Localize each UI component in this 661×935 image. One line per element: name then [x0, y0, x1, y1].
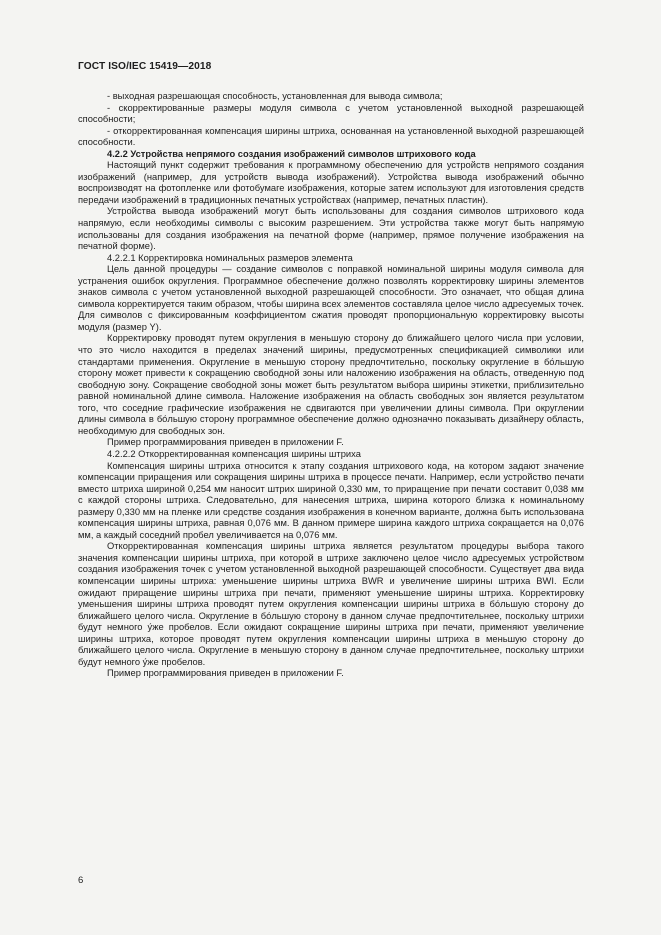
list-item-bar-width-compensation: - откорректированная компенсация ширины штриха, основанная на установленной выходной разрешающей способности.: [78, 125, 584, 148]
document-header: ГОСТ ISO/IEC 15419—2018: [78, 61, 212, 72]
section-heading-4-2-2: 4.2.2 Устройства непрямого создания изображений символов штрихового кода: [107, 148, 476, 159]
subsection-heading-4-2-2-2: 4.2.2.2 Откорректированная компенсация ширины штриха: [107, 448, 361, 459]
page-number: 6: [78, 875, 84, 886]
subsection-heading-4-2-2-1: 4.2.2.1 Корректировка номинальных размеров элемента: [107, 252, 353, 263]
paragraph-imagesetters: Устройства вывода изображений могут быть использованы для создания символов штрихового кода напрямую, если необходимы символы с высоким разрешением. Эти устройства также могут быть напрямую использованы для создания изображения на печатной форме (например, прямое получение изображения на печатной форме).: [78, 206, 584, 252]
list-item-module-dimensions: - скорректированные размеры модуля символа с учетом установленной выходной разрешающей способности;: [78, 102, 584, 125]
paragraph-procedure-goal: Цель данной процедуры — создание символов с поправкой номинальной ширины модуля символа для устранения ошибок округления. Программное обеспечение должно позволять корректировку ширины элементов знаков символа с учетом установленной выходной разрешающей способности. Это означает, что общая длина символа корректируется таким образом, чтобы ширина всех элементов составляла целое число адресуемых точек. Для символов с фиксированным коэффициентом сжатия проводят пропорциональную корректировку высоты модуля (размер Y).: [78, 264, 584, 332]
paragraph-corrected-compensation: Откорректированная компенсация ширины штриха является результатом процедуры выбора такого значения компенсации ширины штриха, при которой в штрихе заключено целое число адресуемых устройством создания изображения точек с учетом установленной выходной разрешающей способности. Существует два вида компенсации ширины штриха: уменьшение ширины штриха BWR и увеличение ширины штриха BWI. Если ожидают приращение ширины штриха при печати, применяют уменьшение ширины штриха. Корректировку уменьшения ширины штриха проводят путем округления компенсации ширины штриха в бо́льшую сторону до ближайшего целого числа. Округление в бо́льшую сторону в данном случае предпочтительнее, поскольку штрихи будут немного у́же пробелов. Если ожидают сокращение ширины штриха при печати, применяют увеличение ширины штриха, которое проводят путем округления компенсации ширины штриха в меньшую сторону до ближайшего целого числа. Округление в меньшую сторону в данном случае предпочтительнее, поскольку штрихи будут немного у́же пробелов.: [78, 541, 584, 667]
document-body: [78, 91, 584, 680]
paragraph-rounding: Корректировку проводят путем округления в меньшую сторону до ближайшего целого числа при условии, что это число находится в пределах значений ширины, предусмотренных спецификацией символики или стандартами применения. Округление в меньшую сторону предпочтительно, поскольку округление в бо́льшую сторону может привести к сокращению свободной зоны или наложению изображения на область, отведенную под свободную зону. Сокращение свободной зоны может быть результатом выбора ширины этикетки, приблизительно равной номинальной длине символа. Наложение изображения на область свободных зон является результатом того, что соседние графические изображения не сдвигаются при увеличении длины символа. При округлении длины символа в бо́льшую сторону программное обеспечение должно однозначно показывать дизайнеру область, необходимую для свободных зон.: [78, 333, 584, 436]
paragraph-example-ref-2: Пример программирования приведен в приложении F.: [107, 668, 344, 679]
paragraph-intro: Настоящий пункт содержит требования к программному обеспечению для устройств непрямого создания изображений (например, для устройств вывода изображений). Устройства вывода изображений обычно воспроизводят на фотопленке или фотобумаге изображения, которые затем используют для изготовления средств передачи изображений в традиционных печатных устройствах (например, печатных пластин).: [78, 160, 584, 205]
paragraph-example-ref-1: Пример программирования приведен в приложении F.: [107, 437, 344, 448]
list-item-output-resolution: - выходная разрешающая способность, установленная для вывода символа;: [107, 91, 443, 101]
paragraph-bar-width-compensation: Компенсация ширины штриха относится к этапу создания штрихового кода, на котором задают значение компенсации приращения или сокращения ширины штриха в процессе печати. Например, если устройство печати вместо штриха шириной 0,254 мм наносит штрих шириной 0,330 мм, то приращение при печати составит 0,038 мм с каждой стороны штриха. Следовательно, для нанесения штриха, ширина которого близка к номинальному размеру 0,330 мм на пленке или средстве создания изображения в конечном варианте, должна быть использована компенсация ширины штриха, равная 0,076 мм. В данном примере ширина каждого штриха сокращается на 0,076 мм, а каждый соседний пробел увеличивается на 0,076 мм.: [78, 460, 584, 540]
